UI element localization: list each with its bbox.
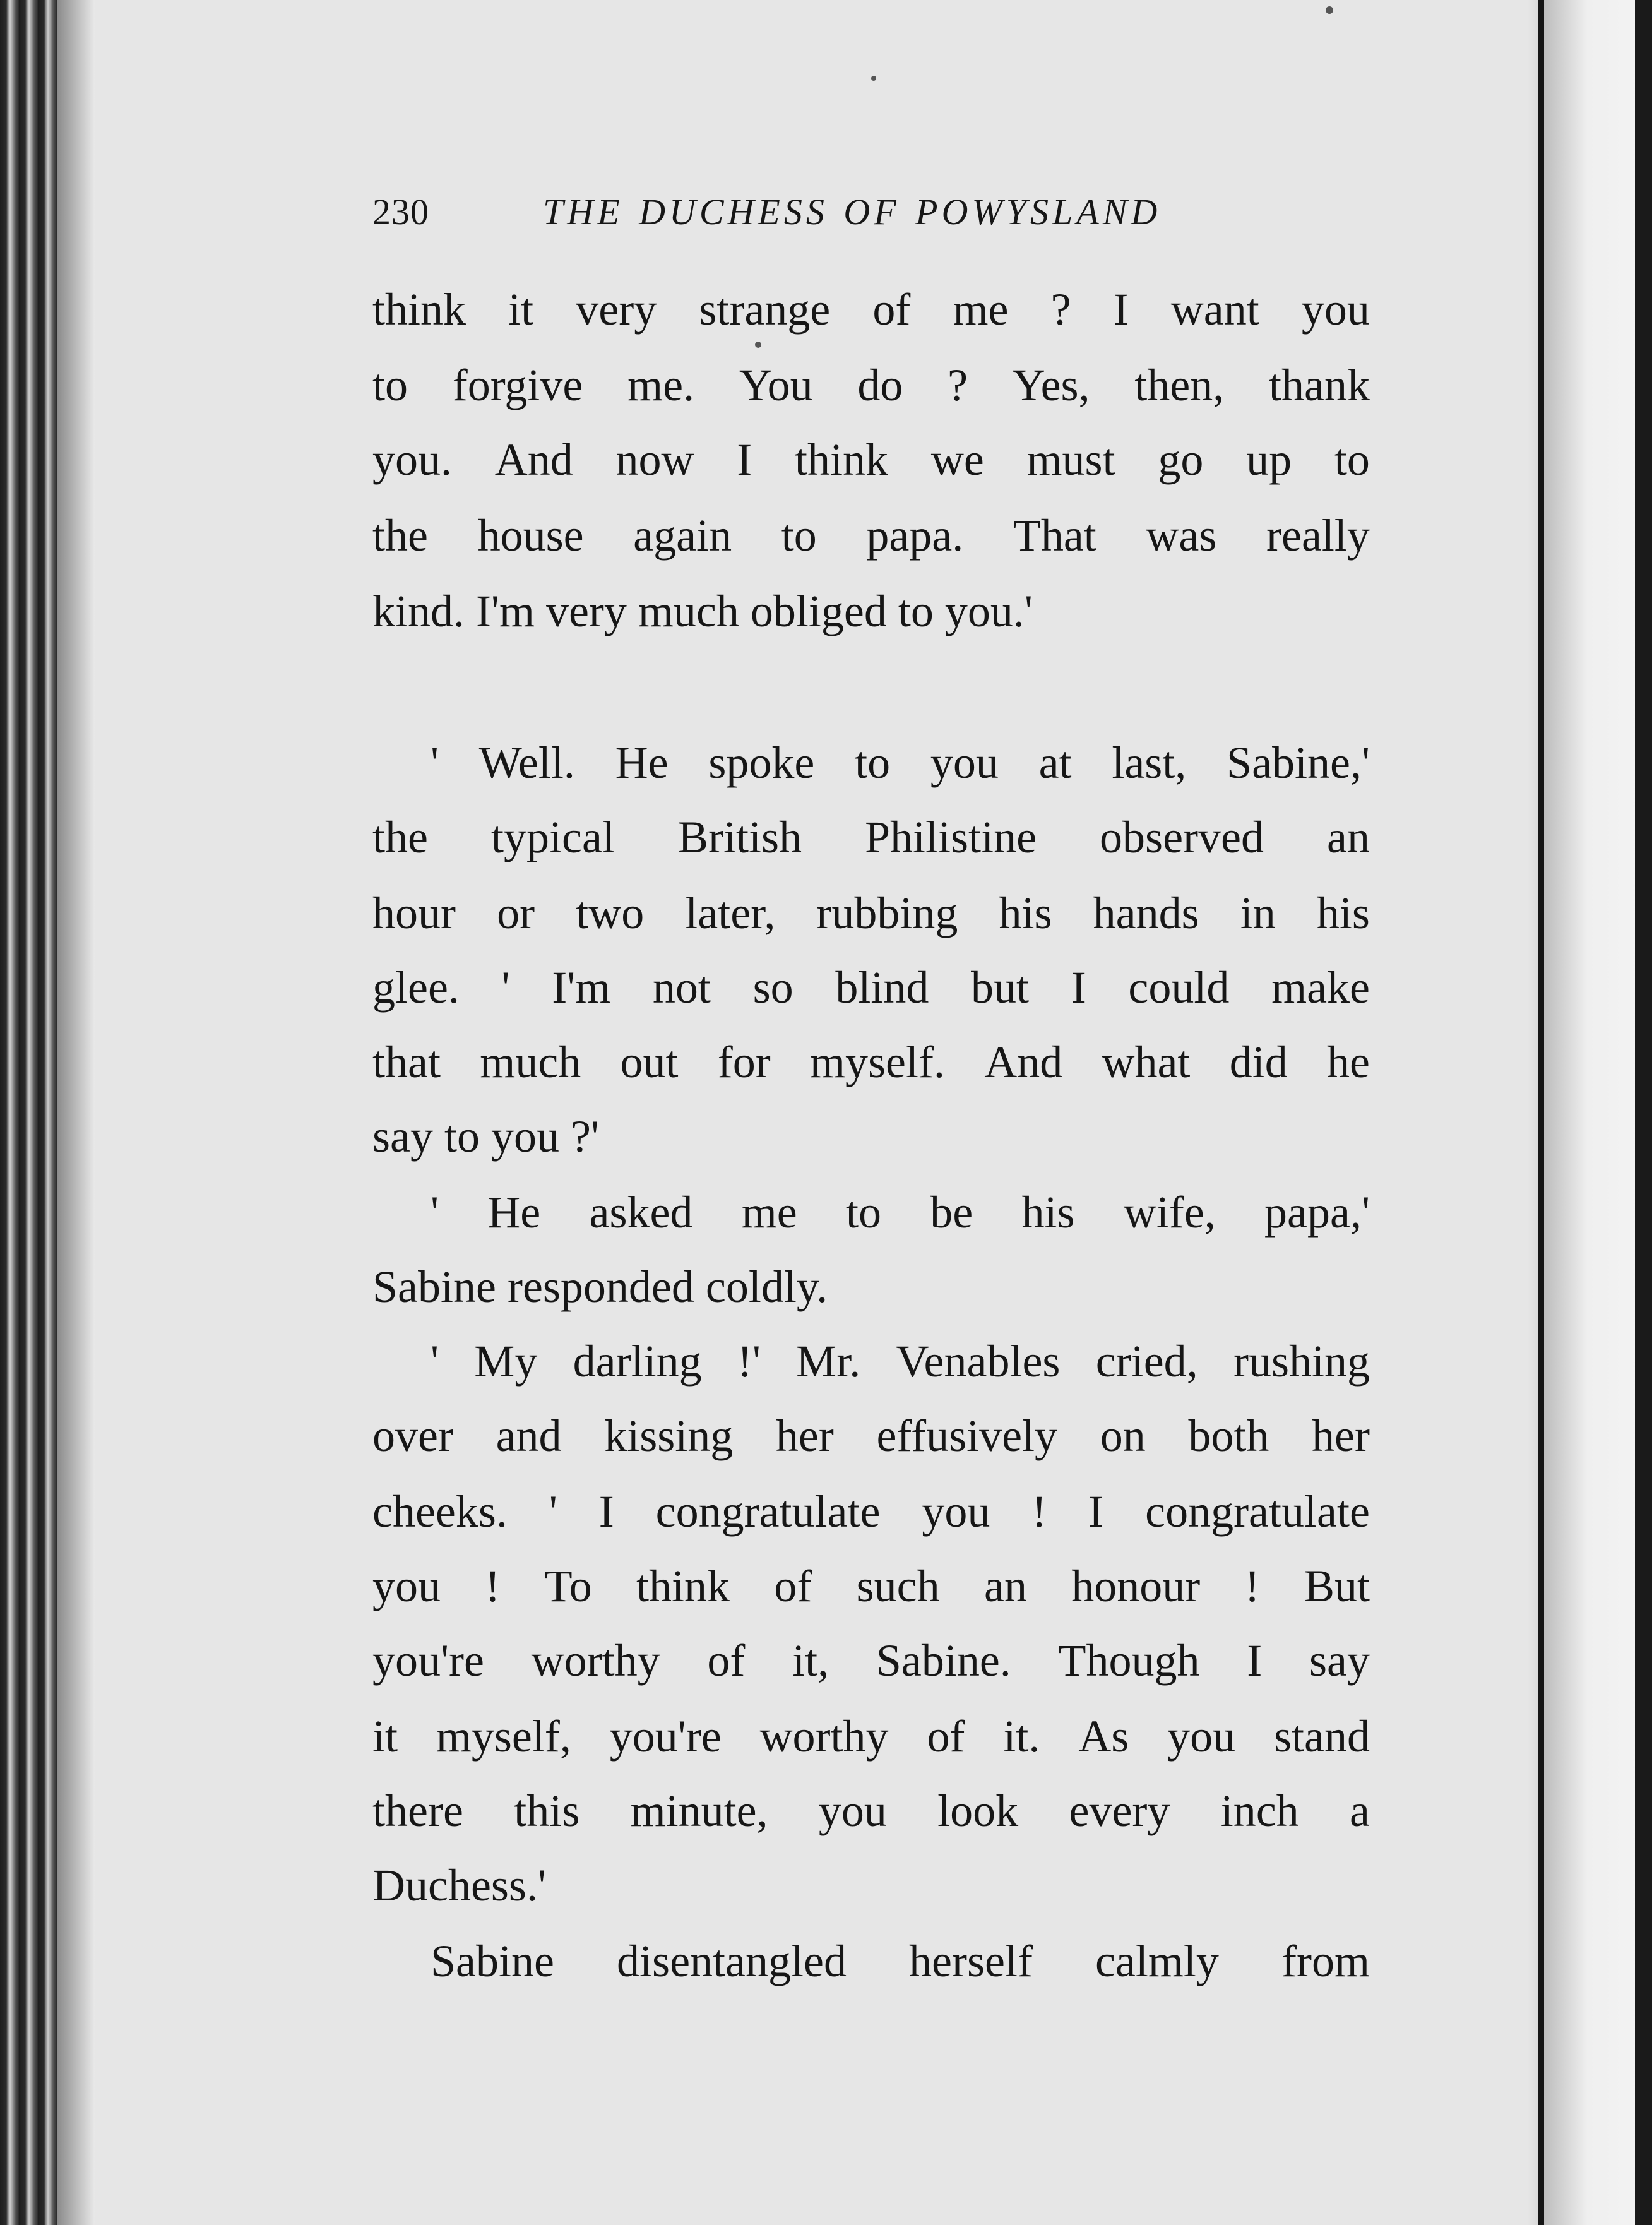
text-line: say to you ?': [372, 1111, 599, 1162]
word: rubbing: [816, 888, 958, 938]
word: forgive: [452, 360, 583, 410]
word: later,: [685, 888, 776, 938]
word: ': [431, 1336, 439, 1387]
word: minute,: [630, 1786, 768, 1836]
word: Though: [1058, 1635, 1200, 1686]
running-head: [372, 187, 1370, 237]
word: you: [1301, 284, 1370, 335]
word: stand: [1274, 1711, 1370, 1762]
word: it,: [792, 1635, 829, 1686]
word: You: [739, 360, 813, 410]
text-line: [372, 950, 1370, 1025]
word: but: [971, 962, 1030, 1013]
word: you're: [609, 1711, 722, 1762]
word: last,: [1112, 737, 1187, 788]
word: myself,: [436, 1711, 571, 1762]
word: spoke: [708, 737, 815, 788]
word: blind: [835, 962, 929, 1013]
word: very: [576, 284, 657, 335]
word: it: [508, 284, 534, 335]
word: you: [930, 737, 999, 788]
word: we: [930, 434, 984, 485]
text-line: [372, 1698, 1370, 1774]
word: Mr.: [796, 1336, 861, 1387]
text-line: [372, 1398, 1370, 1474]
word: do: [857, 360, 903, 410]
word: his: [999, 888, 1052, 938]
word: I: [1088, 1486, 1104, 1537]
word: Yes,: [1012, 360, 1090, 410]
spine-line: [1538, 0, 1544, 2225]
word: of: [872, 284, 911, 335]
word: this: [514, 1786, 580, 1836]
word: And: [494, 434, 573, 485]
text-line: [372, 1323, 1370, 1399]
word: out: [620, 1037, 679, 1087]
word: I'm: [552, 962, 611, 1013]
word: ?: [948, 360, 968, 410]
word: ?: [1050, 284, 1071, 335]
text-line: [372, 799, 1370, 875]
print-speck: [871, 76, 876, 81]
word: her: [1311, 1411, 1370, 1461]
word: me: [953, 284, 1009, 335]
word: He: [615, 737, 669, 788]
print-speck: [1326, 6, 1333, 14]
word: his: [1316, 888, 1370, 938]
word: Sabine.: [876, 1635, 1011, 1686]
word: such: [856, 1561, 940, 1611]
word: of: [927, 1711, 965, 1762]
word: !: [1244, 1561, 1260, 1611]
word: darling: [573, 1336, 702, 1387]
text-line: [372, 1548, 1370, 1624]
word: I: [1113, 284, 1129, 335]
word: worthy: [531, 1635, 660, 1686]
word: really: [1266, 510, 1370, 561]
word: was: [1146, 510, 1217, 561]
word: And: [984, 1037, 1063, 1087]
word: it: [372, 1711, 398, 1762]
word: two: [576, 888, 645, 938]
word: congratulate: [655, 1486, 881, 1537]
word: me: [741, 1187, 797, 1238]
word: cried,: [1095, 1336, 1198, 1387]
text-line: [372, 725, 1370, 801]
word: the: [372, 510, 428, 561]
word: As: [1078, 1711, 1129, 1762]
word: a: [1349, 1786, 1370, 1836]
word: papa.: [866, 510, 964, 561]
running-title: THE DUCHESS OF POWYSLAND: [543, 191, 1162, 232]
word: asked: [589, 1187, 693, 1238]
word: make: [1271, 962, 1370, 1013]
word: I: [598, 1486, 614, 1537]
text-line: [372, 1174, 1370, 1250]
word: worthy: [759, 1711, 889, 1762]
word: you.: [372, 434, 452, 485]
word: you: [372, 1561, 441, 1611]
word: papa,': [1264, 1187, 1370, 1238]
word: My: [474, 1336, 538, 1387]
word: to: [781, 510, 817, 561]
text-line: [372, 1623, 1370, 1698]
word: you: [818, 1786, 887, 1836]
word: Philistine: [864, 812, 1037, 862]
word: of: [774, 1561, 812, 1611]
word: there: [372, 1786, 463, 1836]
text-line: [372, 1024, 1370, 1100]
text-line: [372, 347, 1370, 423]
word: Venables: [896, 1336, 1061, 1387]
word: Well.: [478, 737, 575, 788]
text-line: Sabine responded coldly.: [372, 1262, 828, 1312]
word: hands: [1093, 888, 1199, 938]
word: want: [1170, 284, 1259, 335]
word: congratulate: [1145, 1486, 1370, 1537]
word: he: [1326, 1037, 1370, 1087]
text-line: Duchess.': [372, 1860, 546, 1911]
word: herself: [909, 1936, 1033, 1986]
word: He: [487, 1187, 541, 1238]
text-line: [372, 875, 1370, 951]
page-number: 230: [372, 191, 429, 232]
word: say: [1309, 1635, 1370, 1686]
text-line: [372, 1474, 1370, 1549]
word: !: [485, 1561, 501, 1611]
word: not: [652, 962, 711, 1013]
word: then,: [1134, 360, 1225, 410]
word: up: [1246, 434, 1292, 485]
word: me.: [627, 360, 695, 410]
word: from: [1281, 1936, 1370, 1986]
word: I: [1247, 1635, 1263, 1686]
text-line: [372, 1923, 1370, 1999]
word: thank: [1268, 360, 1370, 410]
word: observed: [1100, 812, 1264, 862]
word: think: [795, 434, 889, 485]
word: to: [1334, 434, 1370, 485]
word: every: [1069, 1786, 1170, 1836]
text-line: [372, 1773, 1370, 1849]
text-line: [372, 271, 1370, 347]
word: to: [845, 1187, 881, 1238]
word: ': [549, 1486, 557, 1537]
text-line: [372, 422, 1370, 498]
word: what: [1102, 1037, 1191, 1087]
word: To: [544, 1561, 592, 1611]
word: ': [501, 962, 510, 1013]
word: the: [372, 812, 428, 862]
word: at: [1038, 737, 1072, 788]
word: hour: [372, 888, 456, 938]
word: think: [372, 284, 466, 335]
word: on: [1100, 1411, 1146, 1461]
text-line: [372, 498, 1370, 573]
word: be: [930, 1187, 973, 1238]
word: But: [1304, 1561, 1370, 1611]
word: of: [707, 1635, 746, 1686]
adjacent-page-edge: [1635, 0, 1652, 2225]
word: to: [855, 737, 891, 788]
word: that: [372, 1037, 441, 1087]
word: his: [1021, 1187, 1075, 1238]
word: That: [1013, 510, 1096, 561]
word: myself.: [809, 1037, 945, 1087]
word: strange: [699, 284, 831, 335]
word: again: [633, 510, 732, 561]
word: an: [983, 1561, 1027, 1611]
word: you: [1167, 1711, 1236, 1762]
word: it.: [1003, 1711, 1040, 1762]
text-line: kind. I'm very much obliged to you.': [372, 586, 1033, 636]
word: you're: [372, 1635, 484, 1686]
word: go: [1158, 434, 1204, 485]
word: over: [372, 1411, 453, 1461]
word: her: [775, 1411, 834, 1461]
word: Sabine: [431, 1936, 554, 1986]
word: kissing: [604, 1411, 734, 1461]
word: so: [752, 962, 793, 1013]
word: !: [1031, 1486, 1047, 1537]
word: wife,: [1123, 1187, 1216, 1238]
word: British: [677, 812, 802, 862]
word: I: [1071, 962, 1086, 1013]
word: and: [496, 1411, 562, 1461]
word: for: [717, 1037, 771, 1087]
word: cheeks.: [372, 1486, 508, 1537]
word: calmly: [1095, 1936, 1219, 1986]
word: must: [1026, 434, 1115, 485]
word: ': [431, 1187, 439, 1238]
word: you: [922, 1486, 990, 1537]
word: !': [737, 1336, 761, 1387]
word: think: [636, 1561, 730, 1611]
word: in: [1240, 888, 1276, 938]
word: to: [372, 360, 408, 410]
word: both: [1188, 1411, 1269, 1461]
word: effusively: [876, 1411, 1058, 1461]
word: typical: [490, 812, 615, 862]
word: much: [480, 1037, 581, 1087]
word: disentangled: [617, 1936, 847, 1986]
word: now: [615, 434, 694, 485]
word: could: [1128, 962, 1230, 1013]
word: house: [477, 510, 584, 561]
word: or: [497, 888, 535, 938]
page-shadow: [57, 0, 95, 2225]
word: ': [431, 737, 439, 788]
print-speck: [755, 342, 761, 348]
word: did: [1229, 1037, 1288, 1087]
word: look: [937, 1786, 1019, 1836]
word: honour: [1071, 1561, 1201, 1611]
word: I: [737, 434, 752, 485]
word: an: [1326, 812, 1370, 862]
word: glee.: [372, 962, 460, 1013]
word: inch: [1220, 1786, 1299, 1836]
word: rushing: [1233, 1336, 1370, 1387]
book-page: [372, 0, 1370, 2225]
word: Sabine,': [1227, 737, 1370, 788]
